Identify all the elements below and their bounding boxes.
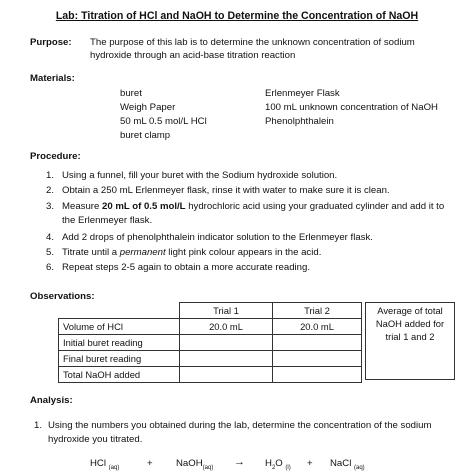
step-number: 4. <box>46 232 55 243</box>
equation-plus: + <box>147 458 153 469</box>
table-cell <box>180 351 273 367</box>
equation-plus: + <box>307 458 313 469</box>
material-item: Erlenmeyer Flask <box>265 88 340 99</box>
table-cell: Total NaOH added <box>59 367 180 383</box>
equation-reactant-hcl <box>90 458 119 471</box>
page-title: Lab: Titration of HCl and NaOH to Determine the Concentration of NaOH <box>55 10 419 22</box>
equation-state: (l) <box>285 464 291 471</box>
equation-text: O <box>275 458 283 469</box>
materials-list-left <box>120 87 207 143</box>
table-cell <box>273 351 362 367</box>
step-number: 2. <box>46 185 55 196</box>
table-row <box>59 335 362 351</box>
equation-product-water <box>265 458 291 471</box>
equation-state: (aq) <box>202 464 214 471</box>
step-text: the Erlenmeyer flask. <box>62 215 153 226</box>
average-text-line: NaOH added for <box>375 318 445 329</box>
table-cell: Initial buret reading <box>59 335 180 351</box>
step-number: 6. <box>46 262 55 273</box>
step-text <box>62 201 444 212</box>
step-text-italic: permanent <box>119 247 166 258</box>
observations-table <box>58 302 362 383</box>
analysis-label: Analysis: <box>30 395 73 406</box>
table-row <box>59 319 362 335</box>
table-cell: Volume of HCl <box>59 319 180 335</box>
question-number: 1. <box>34 420 43 431</box>
equation-state: (aq) <box>108 464 120 471</box>
step-number: 1. <box>46 170 55 181</box>
purpose-text-line2: hydroxide through an acid-base titration reaction <box>90 50 296 61</box>
step-text: Using a funnel, fill your buret with the Sodium hydroxide solution. <box>62 170 338 181</box>
equation-state: (aq) <box>354 464 365 471</box>
table-cell <box>273 335 362 351</box>
step-text-part: Measure <box>62 201 102 212</box>
purpose-label: Purpose: <box>30 37 72 48</box>
material-item: 50 mL 0.5 mol/L HCl <box>120 116 207 127</box>
average-box <box>365 302 455 380</box>
table-header-cell: Trial 1 <box>180 303 273 319</box>
material-item: Weigh Paper <box>120 102 176 113</box>
equation-text: NaOH <box>176 458 203 469</box>
material-item: 100 mL unknown concentration of NaOH <box>265 102 438 113</box>
table-row <box>59 351 362 367</box>
step-text-bold: 20 mL of 0.5 mol/L <box>102 201 186 212</box>
purpose-text-line1: The purpose of this lab is to determine the unknown concentration of sodium <box>90 37 415 48</box>
table-cell: Final buret reading <box>59 351 180 367</box>
question-text-line2: hydroxide you titrated. <box>48 434 143 445</box>
step-text <box>62 247 321 258</box>
table-cell <box>180 367 273 383</box>
equation-text: H <box>265 458 272 469</box>
average-text-line: Average of total <box>377 305 443 316</box>
question-text-line1: Using the numbers you obtained during the lab, determine the concentration of the sodium <box>48 420 432 431</box>
equation-arrow: → <box>234 456 245 468</box>
step-text-part: light pink colour appears in the acid. <box>165 247 322 258</box>
table-cell <box>273 367 362 383</box>
table-header-row <box>59 303 362 319</box>
step-text: Repeat steps 2-5 again to obtain a more accurate reading. <box>62 262 310 273</box>
step-text-part: hydrochloric acid using your graduated cylinder and add it to <box>185 201 445 212</box>
table-header-cell: Trial 2 <box>273 303 362 319</box>
equation-product-nacl <box>330 458 365 471</box>
observations-label: Observations: <box>30 291 95 302</box>
table-cell: 20.0 mL <box>180 319 273 335</box>
equation-subscript: 2 <box>271 464 276 471</box>
procedure-label: Procedure: <box>30 151 81 162</box>
material-item: buret clamp <box>120 130 171 141</box>
material-item: Phenolphthalein <box>265 116 334 127</box>
step-number: 5. <box>46 247 55 258</box>
materials-list-right <box>265 87 438 129</box>
step-number: 3. <box>46 201 55 212</box>
step-text-part: Titrate until a <box>62 247 120 258</box>
step-text: Obtain a 250 mL Erlenmeyer flask, rinse it with water to make sure it is clean. <box>62 185 390 196</box>
equation-text: NaCl <box>330 458 352 469</box>
step-text: Add 2 drops of phenolphthalein indicator solution to the Erlenmeyer flask. <box>62 232 373 243</box>
average-text-line: trial 1 and 2 <box>385 331 435 342</box>
material-item: buret <box>120 88 142 99</box>
table-cell <box>59 303 180 319</box>
materials-label: Materials: <box>30 73 75 84</box>
table-row <box>59 367 362 383</box>
equation-text: HCl <box>90 458 106 469</box>
equation-reactant-naoh <box>176 458 213 471</box>
table-cell: 20.0 mL <box>273 319 362 335</box>
table-cell <box>180 335 273 351</box>
